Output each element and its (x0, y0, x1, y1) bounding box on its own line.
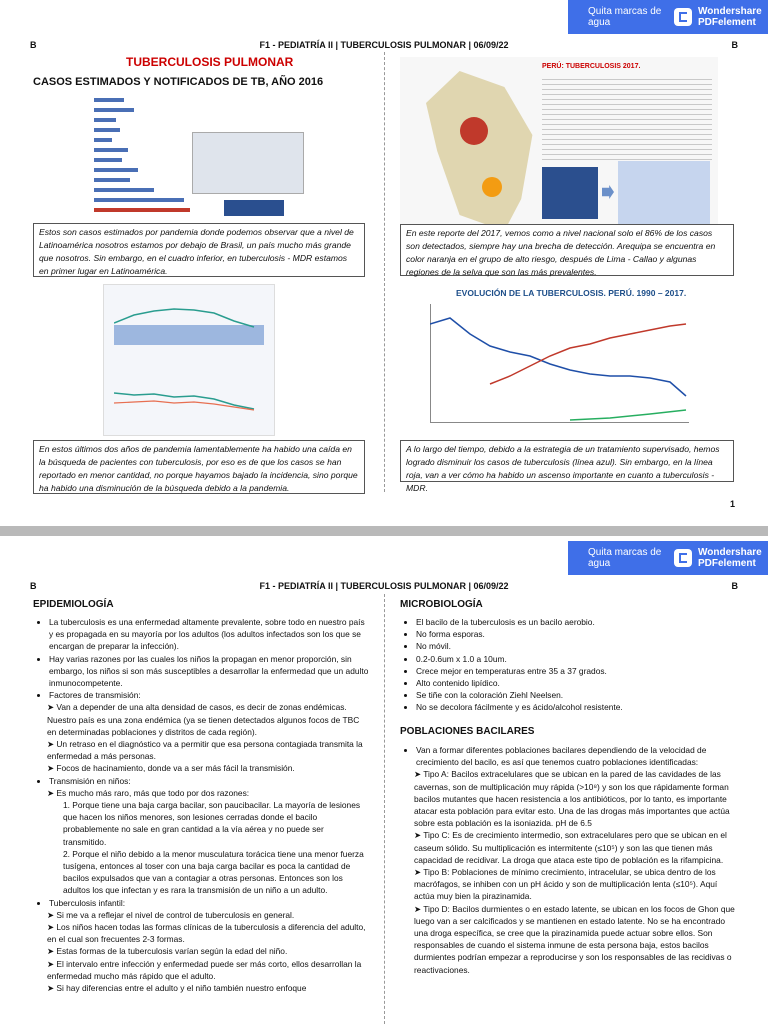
sub-item-text: Focos de hacinamiento, donde va a ser más fácil la transmisión. (56, 763, 295, 774)
sub-item-text: Estas formas de la tuberculosis varían según la edad del niño. (56, 946, 288, 957)
page-header (30, 40, 738, 50)
chart-bar (94, 138, 112, 142)
header-right: B (731, 581, 738, 591)
page-number: 1 (729, 499, 735, 509)
detection-callout (542, 167, 598, 219)
sub-item-text: Si hay diferencias entre el adulto y el niño también nuestro enfoque (56, 983, 307, 994)
sub-item-text: Los niños hacen todas las formas clínicas de la tuberculosis a diferencia del adulto, en el cual son frecuentes 2-3 formas. (47, 922, 366, 945)
sub-item-text: Si me va a reflejar el nivel de control de tuberculosis en general. (56, 909, 295, 920)
list-item: • Se tiñe con la coloración Ziehl Neelsen. (416, 689, 736, 701)
chart-bar (94, 118, 116, 122)
sub-item-text: El intervalo entre infección y enfermedad puede ser más corto, ellos desarrollan la enfermedad mucho más rápido que el adulto. (47, 958, 362, 981)
sub-item: ➤ Tipo A: Bacilos extracelulares que se ubican en la pared de las cavidades de las cavernas, son de multiplicación muy rápida (>10⁸) y son los que rápidamente forman bacilos mutantes que hacen resistencia a los antibióticos, por lo tanto, es importante atacar esta población para evitar esto. Una de las drogas más importantes que actúa sobre esta población es la isoniazida. pH de 6.5 (414, 769, 730, 829)
list-item: • La tuberculosis es una enfermedad altamente prevalente, sobre todo en nuestro país y es propagada en su mayoría por los adultos (los adultos infectados son los que se encargan de preparar la infección). (49, 616, 369, 653)
page-header (30, 581, 738, 591)
bacillary-populations-heading: POBLACIONES BACILARES (400, 726, 535, 737)
note-box-pandemic: En estos últimos dos años de pandemia lamentablemente ha habido una caída en la búsqueda de pacientes con tuberculosis, por eso es de que los casos se han reportado en menor cantidad, no porque hayamos bajado la incidencia, sino porque ha habido una disminución de la búsqueda debido a la pandemia. (33, 440, 365, 494)
header-left: B (30, 581, 37, 591)
list-item: • No se decolora fácilmente y es ácido/alcohol resistente. (416, 701, 736, 713)
microbiology-heading: MICROBIOLOGÍA (400, 599, 483, 610)
sub-item: ➤ Los niños hacen todas las formas clínicas de la tuberculosis a diferencia del adulto, en el cual son frecuentes 2-3 formas. (47, 922, 366, 945)
peru-figure-title: PERÚ: TUBERCULOSIS 2017. (542, 63, 641, 70)
list-item: • Factores de transmisión: (49, 689, 369, 701)
list-item: • Alto contenido lipídico. (416, 677, 736, 689)
remove-watermark-link[interactable]: Quita marcas de agua (588, 547, 662, 569)
chart-bar (94, 148, 128, 152)
pandemic-search-figure (103, 284, 275, 436)
mdr-table-image (192, 132, 304, 194)
tb-xdr-green-line (430, 304, 688, 422)
chart-bar (94, 158, 122, 162)
peru-stats-list (542, 75, 712, 161)
sub-item-text: Tipo D: Bacilos durmientes o en estado latente, se ubican en los focos de Ghon que luego van a ser calcificados y se mantienen en estado latente. No se ha encontrado una droga específica, se cree que la pirazinamida puede actuar sobre ellos. Son responsables de cuando el sistema inmune de esta persona baja, estos bacilos durmientes podrían empezar a reproducirse y son los responsables de las recidivas o reactivaciones. (414, 903, 735, 975)
chart-bar (94, 188, 154, 192)
sub-item-text: Van a depender de una alta densidad de casos, es decir de zonas endémicas. Nuestro país es una zona endémica (ya se tienen detectados algunos focos de TBC en determinadas poblaciones y distritos de cada región). (47, 702, 360, 737)
sub-item: ➤ El intervalo entre infección y enfermedad puede ser más corto, ellos desarrollan la enfermedad mucho más rápido que el adulto. (47, 958, 362, 981)
remove-watermark-banner[interactable] (568, 541, 768, 575)
list-item: • 0.2-0.6um x 1.0 a 10um. (416, 653, 736, 665)
list-item: • Van a formar diferentes poblaciones bacilares dependiendo de la velocidad de crecimiento del bacilo, es así que tenemos cuatro poblaciones identificadas: (416, 744, 736, 768)
remove-watermark-banner[interactable] (568, 0, 768, 34)
search-trend-line (114, 303, 264, 333)
header-title: F1 - PEDIATRÍA II | TUBERCULOSIS PULMONAR | 06/09/22 (259, 581, 509, 591)
sub-item-text: Tipo B: Poblaciones de mínimo crecimiento, intracelular, se ubica dentro de los macrófagos, se inhiben con un pH ácido y son de multiplicación lenta (≤10⁵). Aquí actúa muy bien la pirazinamida. (414, 867, 718, 902)
numbered-item: 2. Porque el niño debido a la menor musculatura torácica tiene una menor fuerza tusígena, entonces al toser con una baja carga bacilar es poca la cantidad de bacilos expulsados que van a contagiar a otras personas. Entonces son los adultos los que infectan y es rara la transmisión de un niño a un adulto. (63, 848, 364, 896)
note-box-evolution: A lo largo del tiempo, debido a la estrategia de un tratamiento supervisado, hemos logrado disminuir los casos de tuberculosis (línea azul). Sin embargo, en la línea roja, van a ver cómo ha habido un ascenso importante en cuanto a tuberculosis - MDR. (400, 440, 734, 482)
peru-tb-2017-figure (400, 57, 718, 247)
page-2 (0, 536, 768, 1024)
numbered-item: 1. Porque tiene una baja carga bacilar, son paucibacilar. La mayoría de lesiones que hacen los niños menores, son lesiones cerradas donde el bacilo probablemente no sale en gran cantidad a la vía aérea y no puede ser transmitido. (63, 800, 361, 847)
sub-item: ➤ Si hay diferencias entre el adulto y el niño también nuestro enfoque (47, 983, 307, 994)
sub-item: ➤ Estas formas de la tuberculosis varían según la edad del niño. (47, 946, 288, 957)
pdfelement-logo-icon (674, 549, 692, 567)
chart-bar (94, 108, 134, 112)
list-item: • No forma esporas. (416, 628, 736, 640)
sub-item-text: Un retraso en el diagnóstico va a permitir que esa persona contagiada transmita la enfermedad a más personas. (47, 739, 363, 762)
pdfelement-logo-icon (674, 8, 692, 26)
tb-cases-figure (84, 92, 334, 220)
brand-pdfelement: PDFelement (698, 558, 756, 569)
evolution-chart-title: EVOLUCIÓN DE LA TUBERCULOSIS. PERÚ. 1990 – 2017. (456, 288, 687, 298)
sub-item: ➤ Van a depender de una alta densidad de casos, es decir de zonas endémicas. Nuestro país es una zona endémica (ya se tienen detectados algunos focos de TBC en determinadas poblaciones y distritos de cada región). (47, 702, 360, 737)
sub-item: ➤ Si me va a reflejar el nivel de control de tuberculosis en general. (47, 909, 295, 920)
column-divider (384, 52, 385, 492)
list-item: • Tuberculosis infantil: (49, 897, 369, 909)
chart-bar (94, 98, 124, 102)
header-left: B (30, 40, 37, 50)
sub-item-text: Es mucho más raro, más que todo por dos razones: (56, 787, 250, 798)
mdr-total-badge (224, 200, 284, 216)
note-box-cases: Estos son casos estimados por pandemia donde podemos observar que a nivel de Latinoamérica nosotros estamos por debajo de Brasil, un país mucho más grande que nosotros. Sin embargo, en el cuadro inferior, en tuberculosis - MDR estamos en primer lugar en Latinoamérica. (33, 223, 365, 277)
microbiology-list (400, 616, 736, 714)
sub-item: ➤ Focos de hacinamiento, donde va a ser más fácil la transmisión. (47, 763, 295, 774)
incidence-trend-line (114, 385, 264, 415)
sub-item: ➤ Tipo D: Bacilos durmientes o en estado latente, se ubican en los focos de Ghon que luego van a ser calcificados y se mantienen en estado latente. No se ha encontrado una droga específica, se cree que la pirazinamida puede actuar sobre ellos. Son responsables de cuando el sistema inmune de esta persona baja, estos bacilos durmientes podrían empezar a reproducirse y son los responsables de las recidivas o reactivaciones. (414, 903, 735, 975)
list-item: • Transmisión en niños: (49, 775, 369, 787)
epidemiology-heading: EPIDEMIOLOGÍA (33, 599, 114, 610)
map-high-risk-zone (460, 117, 488, 145)
sub-item: ➤ Es mucho más raro, más que todo por dos razones: (47, 787, 250, 798)
list-item: • No móvil. (416, 640, 736, 652)
chart-bar (94, 198, 184, 202)
sub-item-text: Tipo C: Es de crecimiento intermedio, son extracelulares pero que se ubican en el caseum sólido. Su multiplicación es intermitente (≤10⁵) y son las que tienen más capacidad de recidivar. La droga que ataca este tipo de población es la rifampicina. (414, 830, 727, 865)
tb-cases-heading: CASOS ESTIMADOS Y NOTIFICADOS DE TB, AÑO 2016 (33, 76, 324, 88)
doc-title: TUBERCULOSIS PULMONAR (126, 55, 294, 69)
peru-map (426, 71, 538, 231)
sub-item: ➤ Un retraso en el diagnóstico va a permitir que esa persona contagiada transmita la enfermedad a más personas. (47, 739, 363, 762)
column-divider (384, 594, 385, 1024)
chart-bar (94, 128, 120, 132)
brand-wondershare: Wondershare (698, 547, 762, 558)
sub-item: ➤ Tipo B: Poblaciones de mínimo crecimiento, intracelular, se ubica dentro de los macrófagos, se inhiben con un pH ácido y son de multiplicación lenta (≤10⁵). Aquí actúa muy bien la pirazinamida. (414, 867, 718, 902)
list-item: • Crece mejor en temperaturas entre 35 a 37 grados. (416, 665, 736, 677)
remove-watermark-link[interactable]: Quita marcas de agua (588, 6, 662, 28)
header-title: F1 - PEDIATRÍA II | TUBERCULOSIS PULMONAR | 06/09/22 (259, 40, 509, 50)
bacillary-populations-text (400, 744, 736, 976)
arrow-right-icon (602, 185, 614, 199)
sub-item: ➤ Tipo C: Es de crecimiento intermedio, son extracelulares pero que se ubican en el caseum sólido. Su multiplicación es intermitente (≤10⁵) y son las que tienen más capacidad de recidivar. La droga que ataca este tipo de población es la rifampicina. (414, 830, 727, 865)
tb-evolution-figure (400, 284, 718, 434)
chart-bar (94, 208, 190, 212)
brand-pdfelement: PDFelement (698, 17, 756, 28)
list-item: • El bacilo de la tuberculosis es un bacilo aerobio. (416, 616, 736, 628)
sub-item-text: Tipo A: Bacilos extracelulares que se ubican en la pared de las cavidades de las cavernas, son de multiplicación muy rápida (>10⁸) y son los que rápidamente forman bacilos mutantes que hacen resistencia a los antibióticos, por lo tanto, es importante atacar esta población para evitar esto. Una de las drogas más importantes que actúa sobre esta población es la isoniazida. pH de 6.5 (414, 769, 730, 829)
header-right: B (731, 40, 738, 50)
chart-bar (94, 168, 138, 172)
list-item: • Hay varias razones por las cuales los niños la propagan en menor proporción, sin embargo, los niños si son más susceptibles a desarrollar la enfermedad que un adulto inmunocompetente. (49, 653, 369, 690)
brand-wondershare: Wondershare (698, 6, 762, 17)
map-arequipa-zone (482, 177, 502, 197)
note-box-peru: En este reporte del 2017, vemos como a nivel nacional solo el 86% de los casos son detectados, siempre hay una brecha de detección. Arequipa se encuentra en color naranja en el grupo de alto riesgo, después de Lima - Callao y algunas regiones de la selva que son las más prevalentes. (400, 224, 734, 276)
chart-bar (94, 178, 130, 182)
epidemiology-text (33, 616, 369, 994)
